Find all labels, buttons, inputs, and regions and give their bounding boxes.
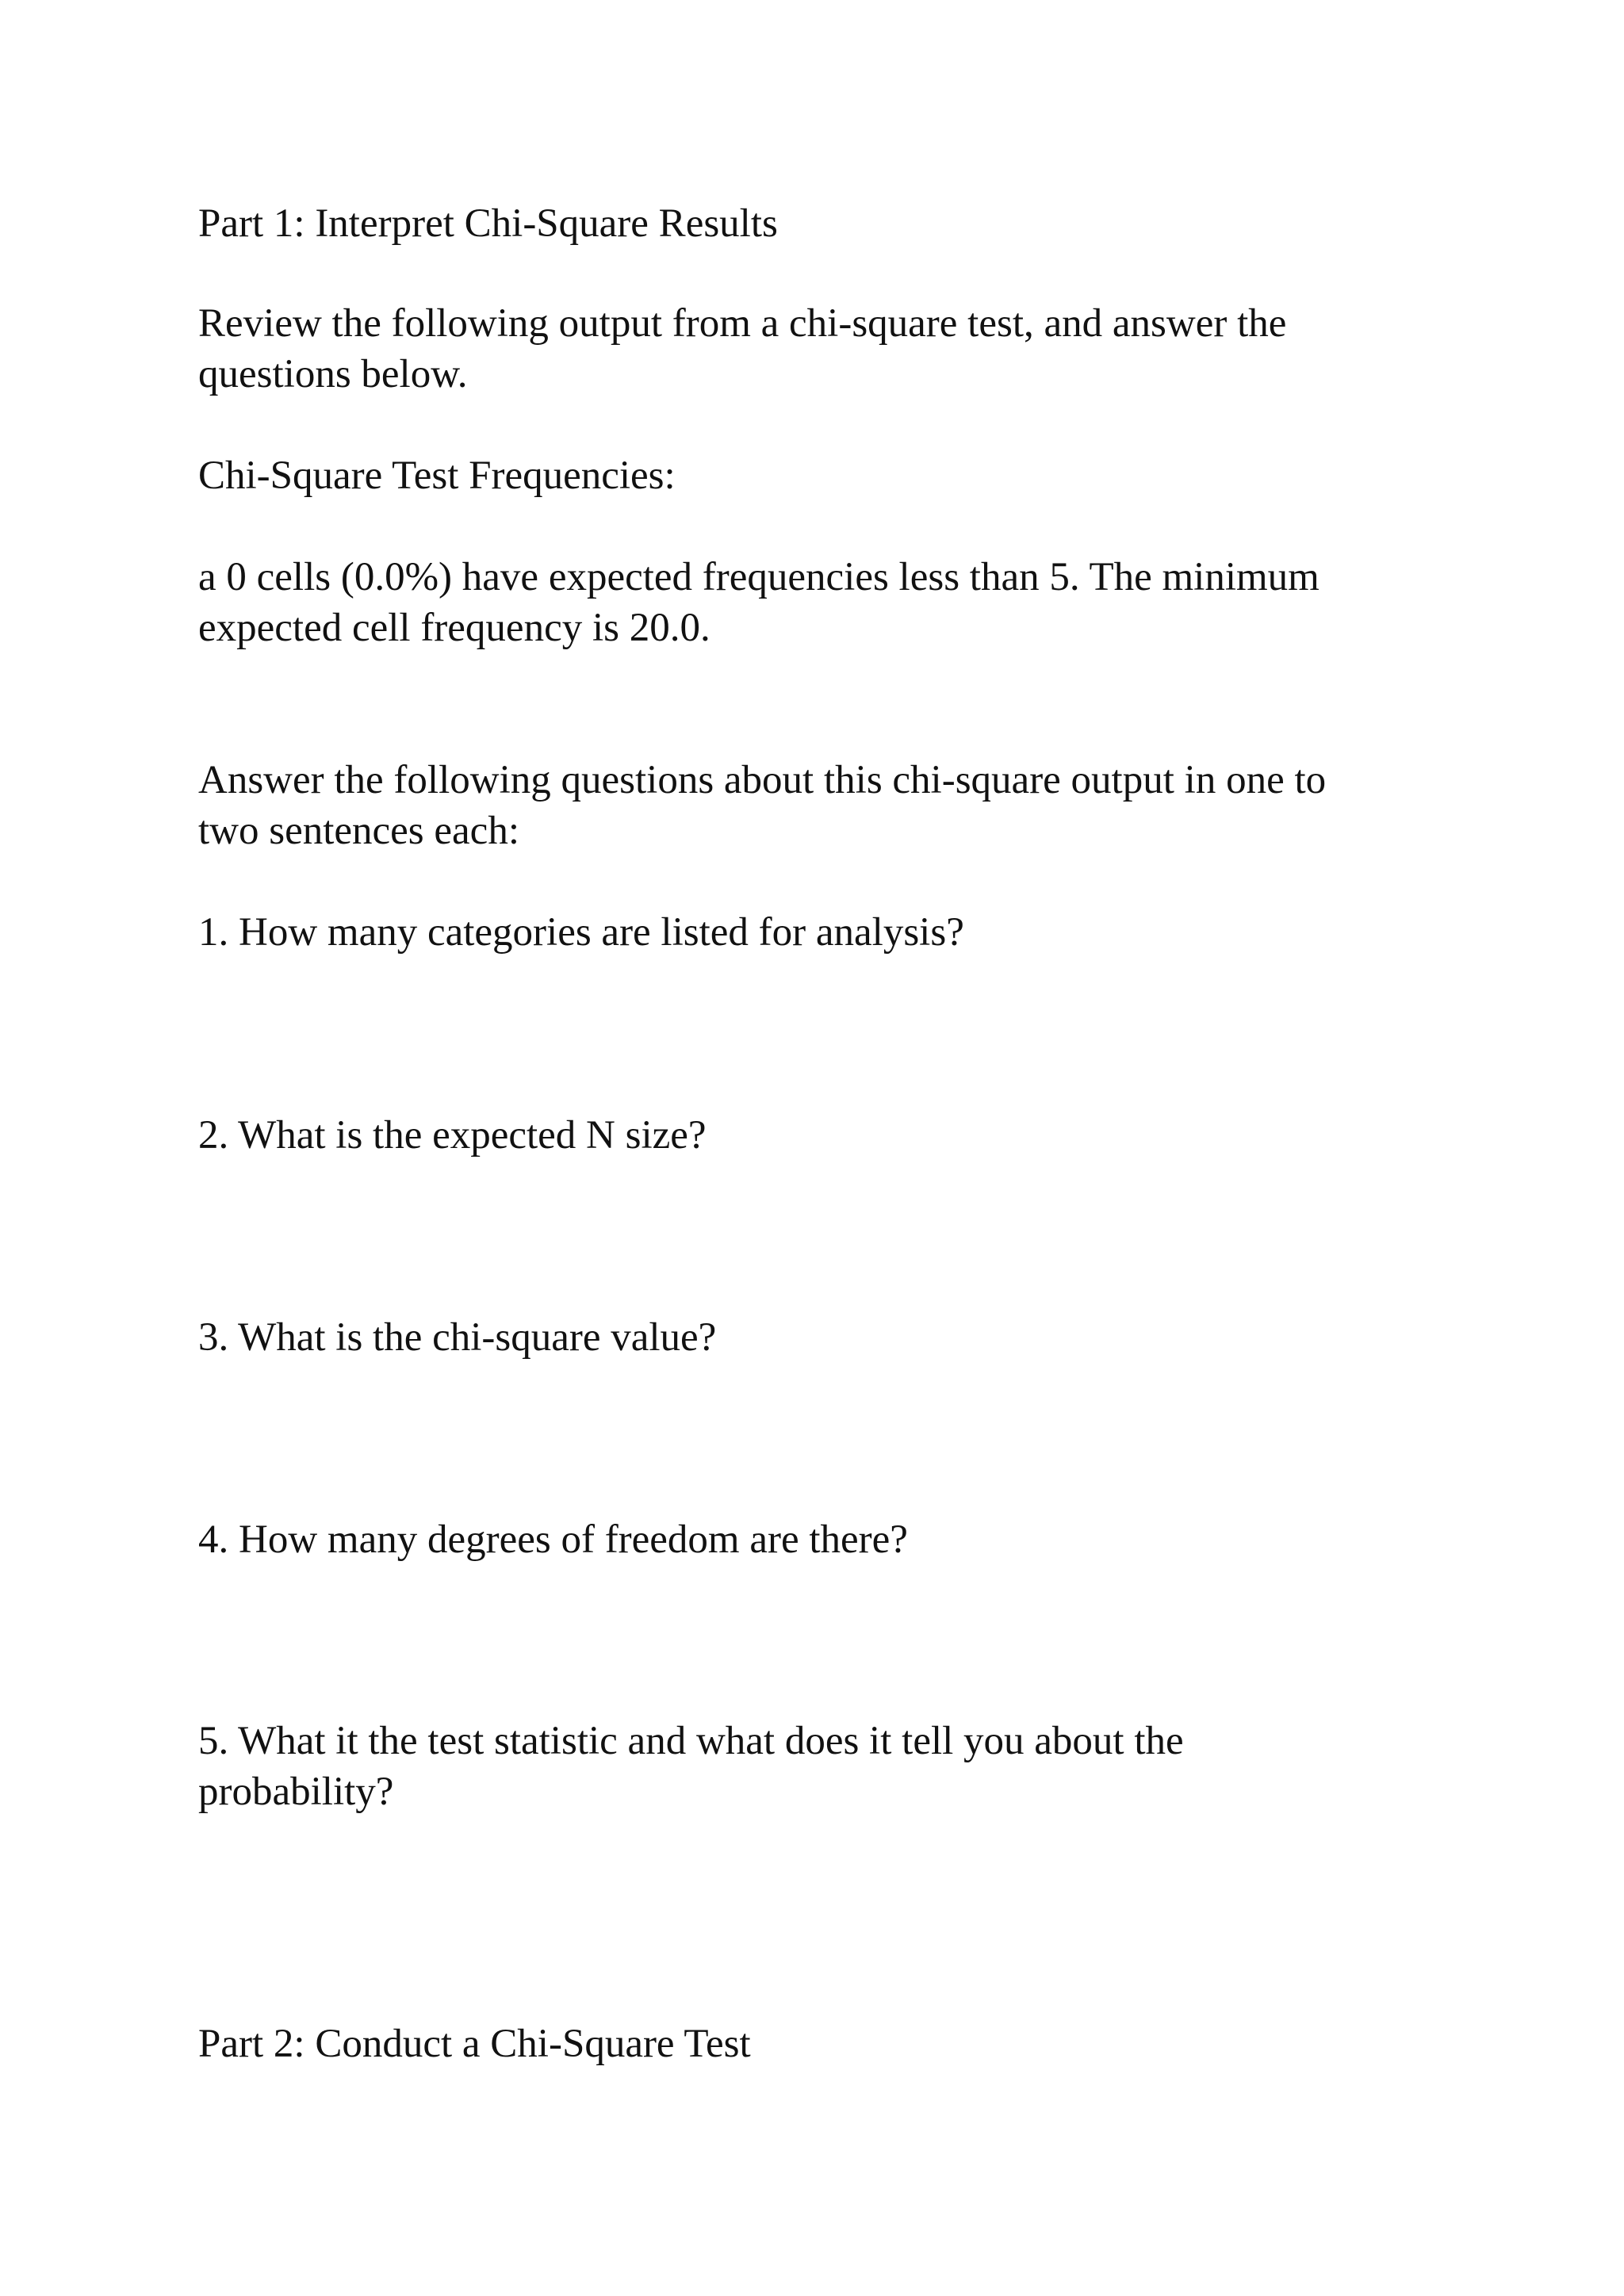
question-5-continuation: probability? (198, 1770, 394, 1814)
question-2: 2. What is the expected N size? (198, 1113, 707, 1158)
question-4: 4. How many degrees of freedom are there? (198, 1517, 908, 1562)
question-5: 5. What it the test statistic and what does it tell you about the (198, 1719, 1184, 1763)
footnote-line-1: a 0 cells (0.0%) have expected frequencies less than 5. The minimum (198, 555, 1320, 599)
question-1: 1. How many categories are listed for analysis? (198, 910, 964, 955)
question-3: 3. What is the chi-square value? (198, 1315, 717, 1360)
instructions-line-1: Answer the following questions about this chi-square output in one to (198, 758, 1327, 802)
intro-line-1: Review the following output from a chi-square test, and answer the (198, 301, 1287, 346)
instructions-line-2: two sentences each: (198, 809, 519, 853)
intro-line-2: questions below. (198, 352, 468, 396)
footnote-line-2: expected cell frequency is 20.0. (198, 606, 710, 650)
output-label: Chi-Square Test Frequencies: (198, 453, 676, 498)
part2-heading: Part 2: Conduct a Chi-Square Test (198, 2022, 751, 2066)
part1-heading: Part 1: Interpret Chi-Square Results (198, 201, 778, 246)
